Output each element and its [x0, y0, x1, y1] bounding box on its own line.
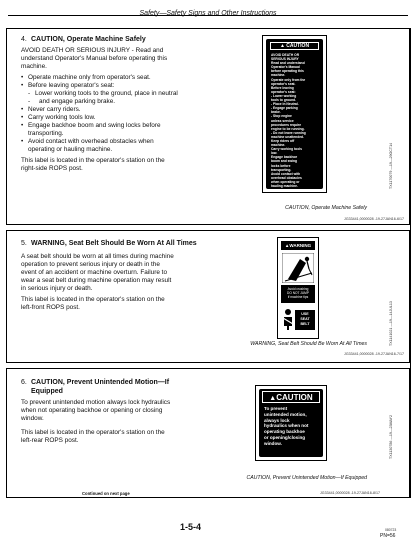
- section-intro: AVOID DEATH OR SERIOUS INJURY - Read and understand Operator's Manual before operating this machine.: [21, 47, 168, 70]
- decal-line: Read and understand: [271, 61, 305, 66]
- list-item: • Avoid contact with overhead obstacles when operating or hauling machine.: [21, 138, 178, 154]
- section-seat-belt: [6, 230, 410, 363]
- pn-number: PN=56: [380, 533, 396, 539]
- section-intro: To prevent unintended motion always lock hydraulics when not operating backhoe or opening or closing window.: [21, 399, 171, 422]
- decal-line: locks before: [271, 163, 291, 168]
- page-number: 1-5-4: [180, 522, 202, 532]
- figure-caption: CAUTION, Operate Machine Safely: [285, 205, 367, 211]
- decal-line: hydraulics when not: [264, 423, 309, 429]
- decal-line: - Place in Neutral.: [271, 102, 299, 107]
- decal-line: operator's seat.: [271, 81, 296, 86]
- decal-line: operator's seat:: [271, 89, 296, 94]
- decal-line: To prevent: [264, 406, 288, 411]
- decal-line: AVOID DEATH OR: [271, 53, 300, 57]
- decal-line: or opening/closing: [264, 434, 306, 440]
- section-title: 6. CAUTION, Prevent Unintended Motion—If Equipped: [21, 379, 170, 395]
- figure-id: TX1130786 —19—23MAY2: [389, 414, 393, 459]
- decal-line: Engage backhoe: [271, 155, 298, 160]
- decal-line: operating backhoe: [264, 429, 305, 435]
- figure-caption: CAUTION, Prevent Unintended Motion—If Equipped: [246, 475, 367, 481]
- reference-number: JG33441,0000028 -19-27JAN16-6/17: [344, 217, 404, 221]
- label-location: This label is located in the operator's station on the right-side ROPS post.: [21, 157, 165, 172]
- decal-line: hauling machine.: [271, 184, 298, 188]
- decal-line: - Do not leave running: [271, 130, 306, 135]
- section-intro: A seat belt should be worn at all times during machine operation to prevent serious injury or death in the event of an accident or machine overturn. Failure to wear a seat belt during machine operation may result in serious injury or death.: [21, 253, 174, 292]
- list-item: • Before leaving operator's seat: - Lower working tools to the ground, place in neutral - and engage parking brake.: [21, 82, 178, 106]
- decal-line: window.: [264, 440, 282, 446]
- decal-line: always lock: [264, 417, 290, 423]
- list-item: • Engage backhoe boom and swing locks before transporting.: [21, 122, 178, 138]
- decal-text: Avoid crushing DO NOT JUMP if machine tips: [281, 285, 315, 303]
- continued-note: Continued on next page: [82, 491, 130, 496]
- label-location: This label is located in the operator's station on the left-rear ROPS post.: [21, 429, 165, 444]
- caution-heading: ▲ CAUTION: [270, 42, 319, 50]
- list-item: • Carry working tools low.: [21, 114, 178, 122]
- decal-line: tools to ground.: [271, 98, 297, 103]
- figure-caption: WARNING, Seat Belt Should Be Worn At All Times: [250, 341, 367, 347]
- figure-id: TX1170079 —19—29OCT14: [389, 142, 393, 189]
- decal-line: engine to be running.: [271, 126, 305, 131]
- label-location: This label is located in the operator's station on the left-front ROPS post.: [21, 296, 165, 311]
- header-title: Safety—Safety Signs and Other Instructions: [139, 10, 277, 17]
- warning-heading: ▲WARNING: [281, 241, 315, 250]
- warning-decal: [277, 237, 319, 339]
- use-seat-belt-label: USE SEAT BELT: [295, 310, 315, 330]
- section-title: 5. WARNING, Seat Belt Should Be Worn At All Times: [21, 240, 197, 247]
- warning-triangle-icon: ▲: [279, 43, 285, 49]
- decal-line: Operator's Manual: [271, 65, 300, 70]
- decal-line: - Lower working: [271, 93, 297, 98]
- decal-line: - Engage parking: [271, 106, 298, 111]
- section-prevent-unintended-motion: [6, 368, 410, 498]
- decal-line: unintended motion,: [264, 411, 307, 417]
- section-title: 4. CAUTION, Operate Machine Safely: [21, 36, 146, 43]
- decal-line: machine.: [271, 143, 286, 148]
- decal-line: machine unattended.: [271, 134, 304, 139]
- seat-belt-icon: [282, 308, 294, 330]
- decal-line: SERIOUS INJURY: [271, 57, 299, 62]
- tipping-machine-icon: [282, 253, 314, 283]
- decal-line: unless service: [271, 118, 294, 123]
- caution-decal: [262, 35, 327, 193]
- decal-line: brake.: [271, 110, 281, 115]
- decal-line: - Stop engine: [271, 114, 292, 119]
- decal-line: low.: [271, 151, 278, 156]
- caution-heading: ▲CAUTION: [262, 391, 320, 403]
- figure-id: TX1141021 —19—14JUL13: [389, 301, 393, 346]
- instruction-list: [21, 74, 178, 154]
- decal-line: before operating this: [271, 69, 304, 74]
- warning-triangle-icon: ▲: [284, 243, 290, 248]
- decal-line: Avoid contact with: [271, 171, 301, 176]
- decal-line: Carry working tools: [271, 147, 302, 152]
- list-item: • Operate machine only from operator's seat.: [21, 74, 178, 82]
- decal-text: [264, 406, 322, 447]
- decal-line: procedures require: [271, 122, 302, 127]
- decal-line: boom and swing: [271, 159, 298, 164]
- decal-line: Keep riders off: [271, 138, 295, 143]
- decal-line: Before leaving: [271, 85, 294, 90]
- warning-triangle-icon: ▲: [269, 395, 277, 402]
- decal-line: when operating or: [271, 179, 300, 184]
- reference-number: JG33441,0000028 -19-27JAN16-7/17: [344, 352, 404, 356]
- page-header: [8, 2, 408, 16]
- decal-text: [271, 53, 321, 188]
- list-item: • Never carry riders.: [21, 106, 178, 114]
- decal-line: transporting.: [271, 167, 292, 172]
- side-rule: [410, 28, 411, 498]
- reference-number: JG33441,0000028 -19-27JAN16-8/17: [320, 491, 380, 495]
- decal-line: overhead obstacles: [271, 175, 302, 180]
- section-operate-machine-safely: [6, 28, 410, 225]
- decal-line: Operate only from the: [271, 77, 306, 82]
- sub-item: - Lower working tools to the ground, place in neutral: [28, 90, 178, 98]
- page-code: 080723: [385, 528, 397, 532]
- decal-line: machine.: [271, 73, 286, 78]
- caution-decal: [255, 385, 327, 461]
